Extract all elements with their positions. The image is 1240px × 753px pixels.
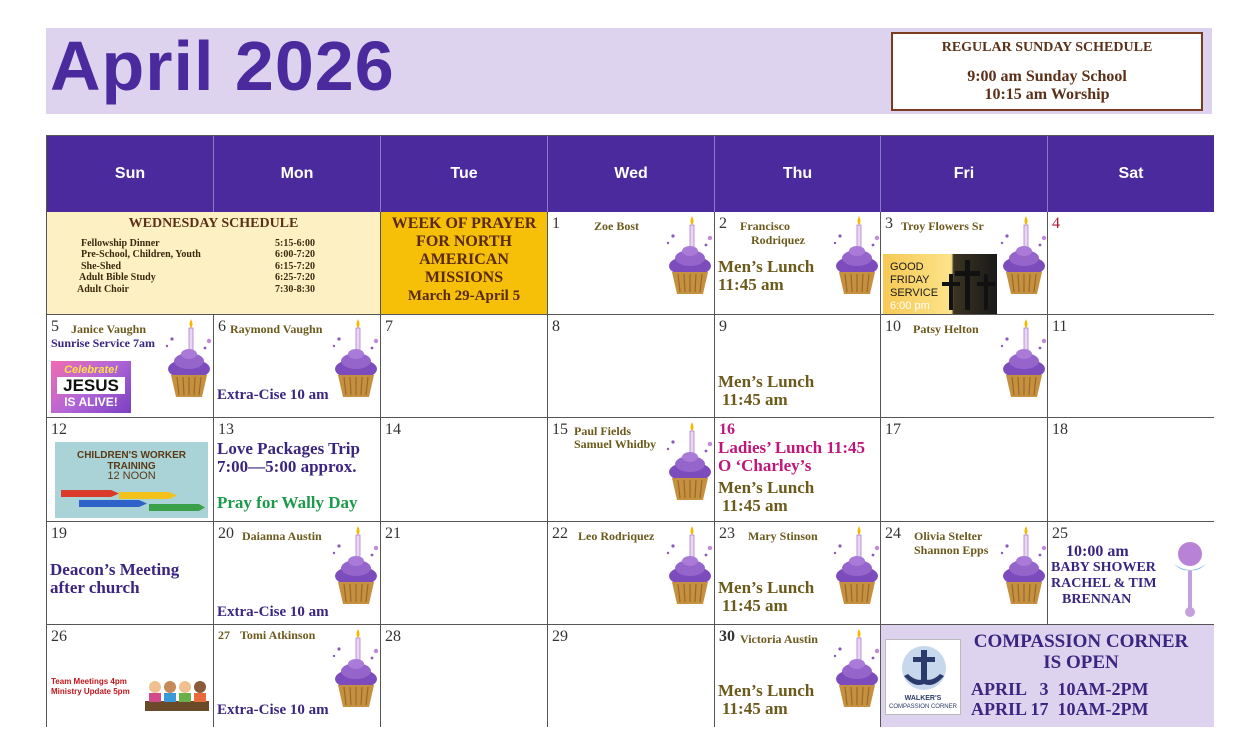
easter-banner-line: Celebrate! <box>64 364 118 376</box>
compassion-corner-date: APRIL 17 10AM-2PM <box>971 699 1149 719</box>
birthday-name: Troy Flowers Sr <box>901 219 984 233</box>
event-title: Deacon’s Meeting <box>50 560 180 579</box>
day-cell-14[interactable] <box>381 418 548 522</box>
event-time: 11:45 am <box>722 699 788 718</box>
birthday-name: Tomi Atkinson <box>240 628 316 642</box>
good-friday-line: FRIDAY <box>890 274 930 286</box>
day-cell-17[interactable] <box>881 418 1048 522</box>
birthday-cupcake-icon <box>664 214 714 298</box>
day-number: 22 <box>552 525 568 542</box>
day-number: 26 <box>51 628 67 645</box>
dow-sat: Sat <box>1048 136 1214 212</box>
team-meeting-text <box>51 677 130 697</box>
event-title: Men’s Lunch <box>718 257 815 276</box>
wednesday-schedule-title: WEDNESDAY SCHEDULE <box>128 216 299 231</box>
day-cell-18[interactable] <box>1048 418 1214 522</box>
sunrise-service: Sunrise Service 7am <box>51 336 155 350</box>
wednesday-schedule-box <box>47 212 381 315</box>
prayer-dates: March 29-April 5 <box>407 288 521 304</box>
event-title: Extra-Cise 10 am <box>217 387 329 403</box>
event-title: Extra-Cise 10 am <box>217 702 329 718</box>
day-number: 18 <box>1052 421 1068 438</box>
calendar-grid <box>46 135 1214 727</box>
wed-row-label: Adult Bible Study <box>79 272 156 283</box>
crosses-icon <box>941 256 997 312</box>
birthday-cupcake-icon <box>664 524 714 608</box>
day-cell-29[interactable] <box>548 625 715 727</box>
day-number: 13 <box>218 421 234 438</box>
prayer-line: WEEK OF PRAYER <box>391 215 537 232</box>
event-time: 11:45 am <box>722 496 788 515</box>
birthday-cupcake-icon <box>831 214 881 298</box>
wed-row-label: Pre-School, Children, Youth <box>81 249 201 260</box>
birthday-cupcake-icon <box>998 214 1048 298</box>
easter-banner-line: IS ALIVE! <box>64 395 118 409</box>
wed-row-time: 6:25-7:20 <box>275 272 315 283</box>
event-title: Men’s Lunch <box>718 681 815 700</box>
birthday-cupcake-icon <box>330 627 380 711</box>
birthday-cupcake-icon <box>831 627 881 711</box>
prayer-week-box <box>381 212 548 315</box>
day-cell-20[interactable] <box>214 522 381 625</box>
event-time: 11:45 am <box>722 596 788 615</box>
event-title: BRENNAN <box>1062 592 1132 607</box>
day-number: 8 <box>552 318 560 335</box>
wed-row-time: 7:30-8:30 <box>275 284 315 295</box>
day-cell-25[interactable] <box>1048 522 1214 625</box>
prayer-line: MISSIONS <box>424 269 504 286</box>
dow-fri: Fri <box>881 136 1048 212</box>
baby-rattle-icon <box>1170 538 1210 618</box>
event-time: 11:45 am <box>722 390 788 409</box>
good-friday-line: 6:00 pm <box>890 300 930 312</box>
day-number: 16 <box>719 421 735 438</box>
wed-row-label: Adult Choir <box>77 284 129 295</box>
event-title: Love Packages Trip <box>217 439 360 458</box>
month-title: April 2026 <box>50 27 395 105</box>
day-cell-5[interactable] <box>47 315 214 418</box>
dow-wed: Wed <box>548 136 715 212</box>
day-number: 5 <box>51 318 59 335</box>
day-number: 29 <box>552 628 568 645</box>
sunday-school-time: 9:00 am Sunday School <box>967 68 1127 85</box>
day-cell-16[interactable] <box>715 418 881 522</box>
day-number: 27 <box>218 628 230 642</box>
event-location: O ‘Charley’s <box>718 456 812 475</box>
day-cell-13[interactable] <box>214 418 381 522</box>
birthday-cupcake-icon <box>998 317 1048 401</box>
birthday-cupcake-icon <box>998 524 1048 608</box>
dow-sun: Sun <box>47 136 214 212</box>
event-title: Extra-Cise 10 am <box>217 604 329 620</box>
day-number: 15 <box>552 421 568 438</box>
day-number: 17 <box>885 421 901 438</box>
day-cell-9[interactable] <box>715 315 881 418</box>
cc-title-line: COMPASSION CORNER <box>973 631 1189 652</box>
day-number: 2 <box>719 215 727 232</box>
good-friday-banner <box>883 254 997 314</box>
team-meeting-icon <box>143 675 211 715</box>
birthday-name: Rodriquez <box>751 233 805 247</box>
day-cell-28[interactable] <box>381 625 548 727</box>
banner-line: CHILDREN'S WORKER TRAINING <box>76 450 187 472</box>
day-cell-7[interactable] <box>381 315 548 418</box>
day-number: 1 <box>552 215 560 232</box>
day-number: 3 <box>885 215 893 232</box>
day-cell-23[interactable] <box>715 522 881 625</box>
day-number: 24 <box>885 525 901 542</box>
wed-row-label: Fellowship Dinner <box>81 238 160 249</box>
birthday-name: Paul Fields <box>574 424 632 438</box>
logo-line: WALKER'S <box>904 695 942 702</box>
compassion-corner-logo <box>885 639 961 715</box>
birthday-cupcake-icon <box>163 317 213 401</box>
day-cell-6[interactable] <box>214 315 381 418</box>
birthday-cupcake-icon <box>330 524 380 608</box>
day-number: 10 <box>885 318 901 335</box>
day-cell-27[interactable] <box>214 625 381 727</box>
day-number: 7 <box>385 318 393 335</box>
children-worker-banner <box>55 442 208 518</box>
compassion-corner-title <box>963 631 1199 673</box>
birthday-cupcake-icon <box>330 317 380 401</box>
wed-row-label: She-Shed <box>81 261 122 272</box>
day-cell-24[interactable] <box>881 522 1048 625</box>
birthday-name: Janice Vaughn <box>71 322 147 336</box>
day-cell-3[interactable] <box>881 212 1048 315</box>
day-cell-21[interactable] <box>381 522 548 625</box>
dow-tue: Tue <box>381 136 548 212</box>
event-title: RACHEL & TIM <box>1051 576 1157 591</box>
day-cell-4[interactable] <box>1048 212 1214 315</box>
day-cell-10[interactable] <box>881 315 1048 418</box>
crayons-icon <box>59 486 205 516</box>
sunday-schedule-title: REGULAR SUNDAY SCHEDULE <box>941 40 1153 55</box>
day-number: 23 <box>719 525 735 542</box>
compassion-corner-box <box>881 625 1214 727</box>
day-number: 25 <box>1052 525 1068 542</box>
dow-mon: Mon <box>214 136 381 212</box>
day-number: 6 <box>218 318 226 335</box>
day-number: 28 <box>385 628 401 645</box>
event-time: 10:00 am <box>1066 543 1129 560</box>
event-title: Men’s Lunch <box>718 478 815 497</box>
prayer-line: FOR NORTH <box>416 233 512 250</box>
wed-row-time: 6:15-7:20 <box>275 261 315 272</box>
logo-line: COMPASSION CORNER <box>889 704 957 710</box>
day-number: 12 <box>51 421 67 438</box>
birthday-name: Daianna Austin <box>242 529 322 543</box>
event-title: Ladies’ Lunch 11:45 <box>718 438 866 457</box>
day-number: 9 <box>719 318 727 335</box>
event-time: 11:45 am <box>718 275 784 294</box>
birthday-name: Francisco <box>740 219 790 233</box>
event-title: Men’s Lunch <box>718 372 815 391</box>
birthday-cupcake-icon <box>831 524 881 608</box>
wed-row-time: 5:15-6:00 <box>275 238 315 249</box>
birthday-name: Raymond Vaughn <box>230 322 323 336</box>
birthday-name: Patsy Helton <box>913 322 979 336</box>
day-number: 21 <box>385 525 401 542</box>
event-time: 7:00—5:00 approx. <box>217 457 357 476</box>
page-header <box>46 28 1212 114</box>
event-title: Men’s Lunch <box>718 578 815 597</box>
birthday-cupcake-icon <box>664 420 714 504</box>
good-friday-text <box>890 261 938 313</box>
cross-hands-icon <box>898 644 950 694</box>
cc-title-line: IS OPEN <box>1043 652 1119 673</box>
birthday-name: Victoria Austin <box>740 632 818 646</box>
event-line: Ministry Update 5pm <box>51 687 130 696</box>
easter-banner-line: JESUS <box>57 377 125 394</box>
event-line: Team Meetings 4pm <box>51 677 127 686</box>
easter-banner <box>51 361 131 413</box>
wed-row-time: 6:00-7:20 <box>275 249 315 260</box>
prayer-line: AMERICAN <box>419 251 509 268</box>
event-time: after church <box>50 578 140 597</box>
day-number: 20 <box>218 525 234 542</box>
day-cell-11[interactable] <box>1048 315 1214 418</box>
event-title: Pray for Wally Day <box>217 493 358 512</box>
day-cell-1[interactable] <box>548 212 715 315</box>
day-cell-2[interactable] <box>715 212 881 315</box>
logo-text <box>886 695 960 711</box>
day-cell-12[interactable] <box>47 418 214 522</box>
birthday-name: Mary Stinson <box>748 529 818 543</box>
day-cell-8[interactable] <box>548 315 715 418</box>
worship-time: 10:15 am Worship <box>984 86 1110 103</box>
birthday-name: Leo Rodriquez <box>578 529 655 543</box>
day-cell-22[interactable] <box>548 522 715 625</box>
good-friday-line: GOOD <box>890 261 924 273</box>
day-number: 11 <box>1052 318 1068 335</box>
birthday-name: Shannon Epps <box>914 543 989 557</box>
birthday-name: Zoe Bost <box>594 219 639 233</box>
birthday-name: Olivia Stelter <box>914 529 983 543</box>
day-number: 30 <box>719 628 735 645</box>
day-cell-15[interactable] <box>548 418 715 522</box>
event-title: BABY SHOWER <box>1051 560 1156 575</box>
sunday-schedule-box <box>891 32 1203 111</box>
birthday-name: Samuel Whidby <box>574 437 657 451</box>
compassion-corner-date: APRIL 3 10AM-2PM <box>971 679 1149 699</box>
day-number: 19 <box>51 525 67 542</box>
dow-thu: Thu <box>715 136 881 212</box>
day-number: 14 <box>385 421 401 438</box>
day-cell-30[interactable] <box>715 625 881 727</box>
banner-line: 12 NOON <box>107 470 156 482</box>
day-number: 4 <box>1052 215 1060 232</box>
day-cell-19[interactable] <box>47 522 214 625</box>
good-friday-line: SERVICE <box>890 287 939 299</box>
day-cell-26[interactable] <box>47 625 214 727</box>
